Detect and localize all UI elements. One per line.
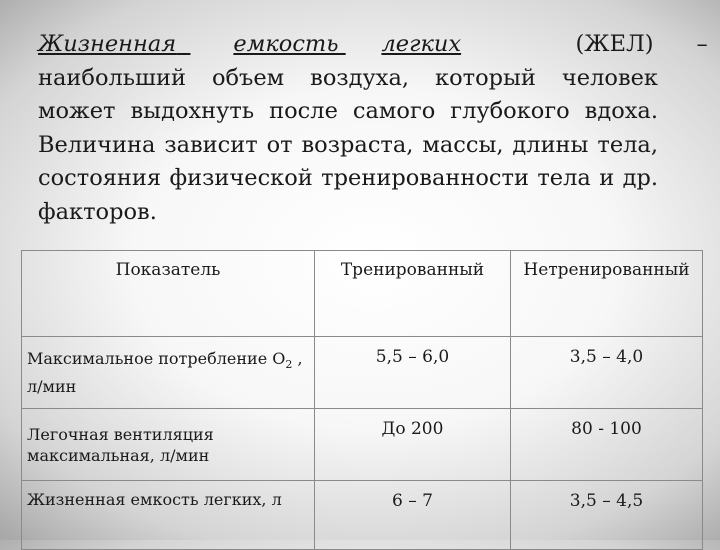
- trained-value: 5,5 – 6,0: [315, 337, 511, 409]
- row-name-subscript: 2: [285, 358, 293, 372]
- table-row: [22, 409, 703, 481]
- row-name-suffix: , л/мин: [27, 349, 303, 396]
- untrained-value: 80 - 100: [511, 409, 703, 481]
- header-trained: Тренированный: [315, 251, 511, 337]
- row-name: Максимальное потребление O: [27, 349, 286, 369]
- row-name: Легочная вентиляция максимальная, л/мин: [22, 409, 315, 481]
- table-row: [22, 481, 703, 550]
- intro-term-word-1: Жизненная: [38, 31, 177, 57]
- intro-dash: –: [696, 31, 708, 57]
- row-name: Жизненная емкость легких, л: [22, 481, 315, 550]
- comparison-table: [21, 250, 703, 550]
- table-header-row: [22, 251, 703, 337]
- intro-paragraph: [38, 28, 708, 229]
- header-indicator: Показатель: [22, 251, 315, 337]
- header-untrained: Нетренированный: [511, 251, 703, 337]
- intro-body-text: наибольший объем воздуха, который человек может выдохнуть после самого глубокого вдоха. Величина зависит от возраста, массы, длины тела, состояния физической тренированности тела и др. факторов.: [38, 64, 658, 225]
- untrained-value: 3,5 – 4,0: [511, 337, 703, 409]
- intro-term-word-3: легких: [381, 31, 462, 57]
- row-name-cell: [22, 337, 315, 409]
- intro-abbrev: (ЖЕЛ): [575, 31, 654, 57]
- intro-term-word-2: емкость: [233, 31, 339, 57]
- trained-value: 6 – 7: [315, 481, 511, 550]
- untrained-value: 3,5 – 4,5: [511, 481, 703, 550]
- trained-value: До 200: [315, 409, 511, 481]
- table-row: [22, 337, 703, 409]
